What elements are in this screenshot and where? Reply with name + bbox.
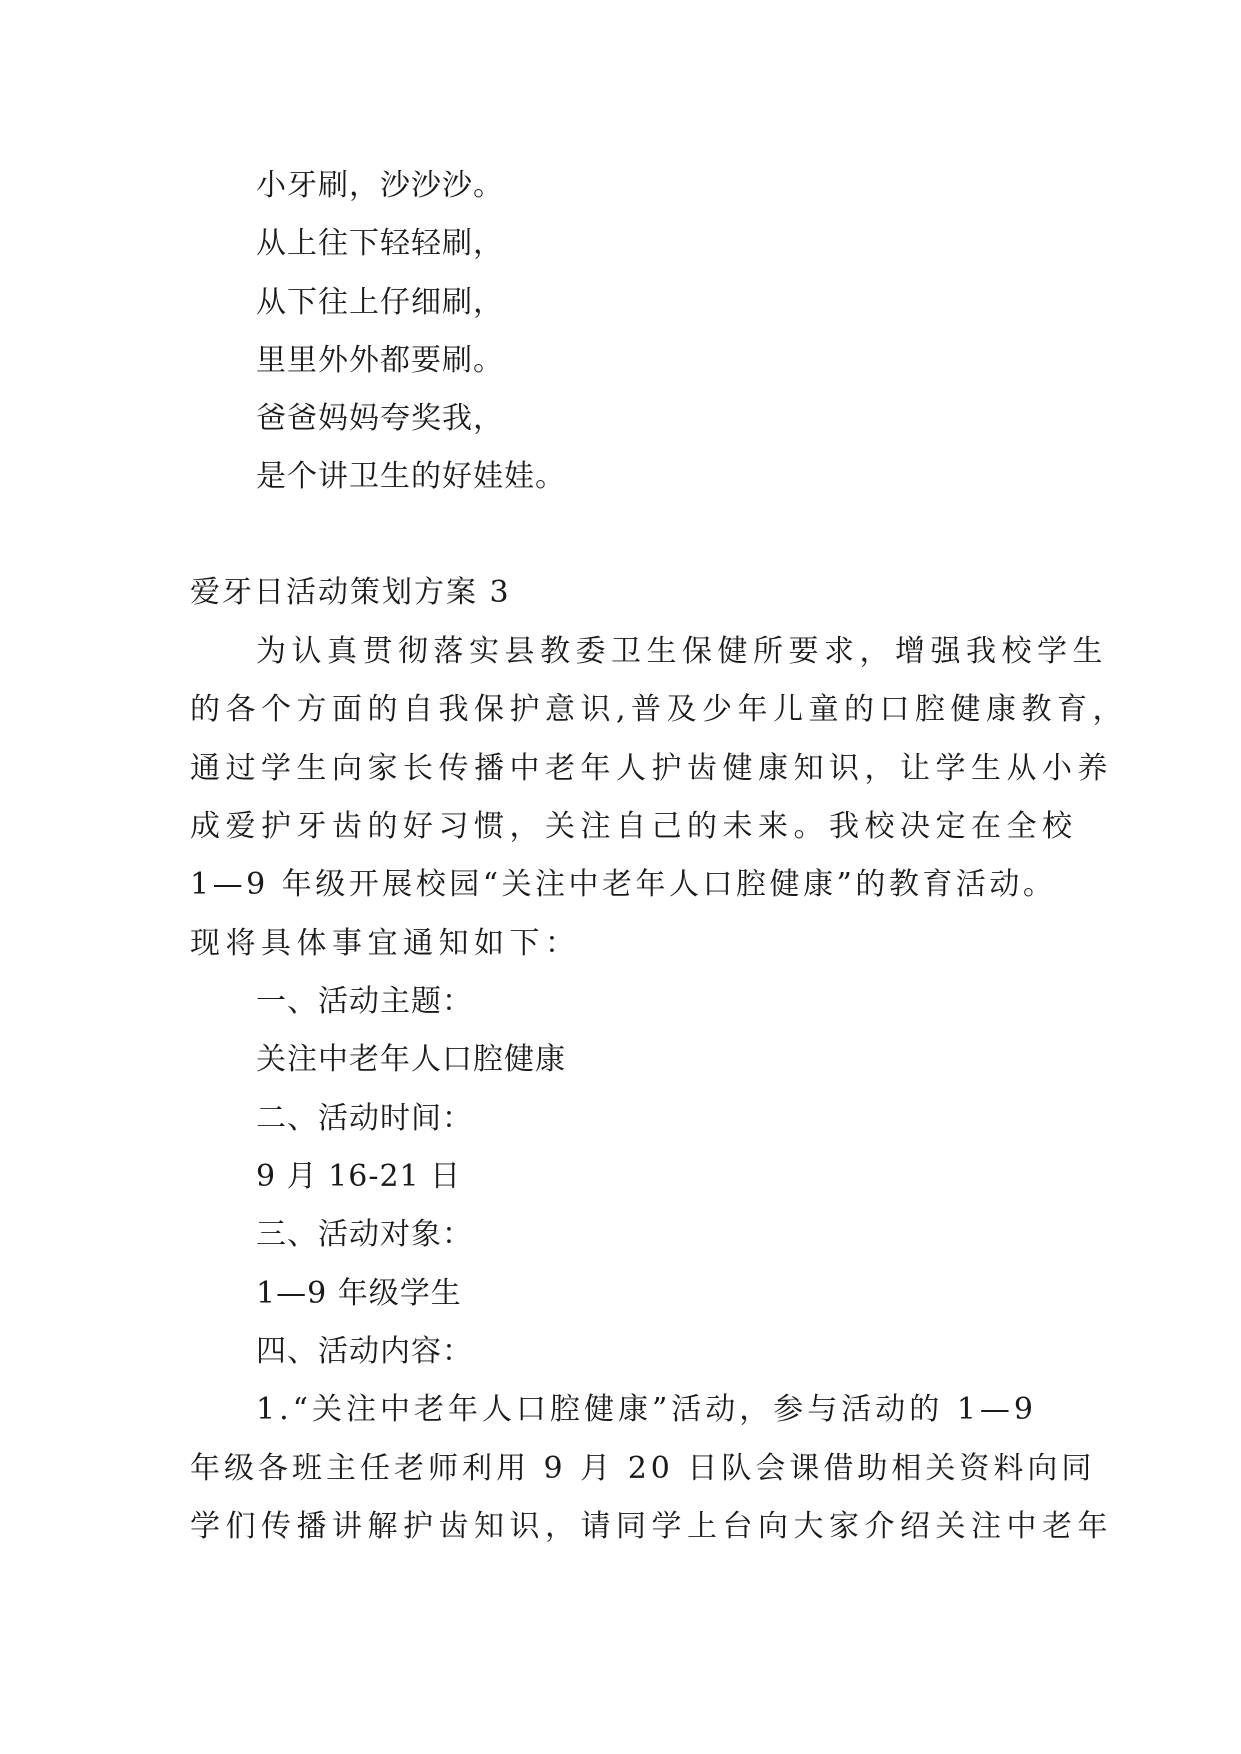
- content-line: 学们传播讲解护齿知识，请同学上台向大家介绍关注中老年: [190, 1509, 1113, 1544]
- heading-time: 二、活动时间：: [256, 1101, 473, 1136]
- poem-line: 里里外外都要刷。: [256, 343, 504, 378]
- poem-line: 从上往下轻轻刷，: [256, 226, 504, 261]
- time-value: 9 月 16-21 日: [256, 1159, 462, 1194]
- poem-line: 爸爸妈妈夸奖我，: [256, 401, 504, 436]
- intro-line: 成爱护牙齿的好习惯，关注自己的未来。我校决定在全校: [190, 809, 1078, 844]
- heading-theme: 一、活动主题：: [256, 984, 473, 1019]
- poem-line: 从下往上仔细刷，: [256, 285, 504, 320]
- heading-audience: 三、活动对象：: [256, 1217, 473, 1252]
- heading-content: 四、活动内容：: [256, 1334, 473, 1369]
- intro-line: 1—9 年级开展校园“关注中老年人口腔健康”的教育活动。: [190, 867, 1057, 902]
- content-line: 年级各班主任老师利用 9 月 20 日队会课借助相关资料向同: [190, 1451, 1096, 1486]
- intro-line: 现将具体事宜通知如下：: [190, 926, 581, 961]
- theme-value: 关注中老年人口腔健康: [256, 1042, 566, 1077]
- intro-line: 为认真贯彻落实县教委卫生保健所要求，增强我校学生: [256, 634, 1108, 669]
- poem-line: 是个讲卫生的好娃娃。: [256, 459, 566, 494]
- section-title: 爱牙日活动策划方案 3: [190, 575, 511, 610]
- intro-line: 的各个方面的自我保护意识,普及少年儿童的口腔健康教育，: [190, 692, 1129, 727]
- intro-line: 通过学生向家长传播中老年人护齿健康知识，让学生从小养: [190, 751, 1113, 786]
- audience-value: 1—9 年级学生: [256, 1276, 462, 1311]
- content-line: 1.“关注中老年人口腔健康”活动，参与活动的 1—9: [256, 1392, 1038, 1427]
- poem-line: 小牙刷，沙沙沙。: [256, 168, 504, 203]
